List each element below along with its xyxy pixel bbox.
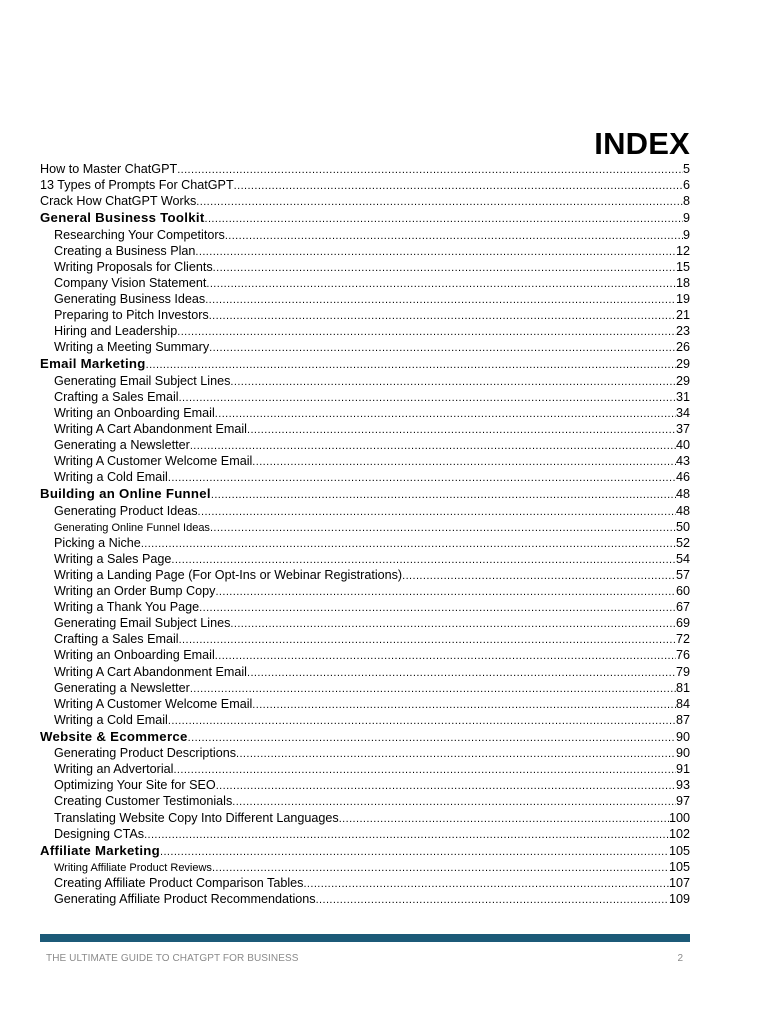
toc-entry[interactable] bbox=[40, 275, 690, 291]
toc-entry-page-number: 90 bbox=[675, 729, 690, 744]
toc-entry-label: Generating Affiliate Product Recommendations bbox=[54, 892, 316, 907]
toc-dot-leader bbox=[216, 778, 676, 794]
toc-dot-leader bbox=[316, 892, 669, 908]
toc-entry[interactable] bbox=[40, 437, 690, 453]
toc-dot-leader bbox=[206, 276, 676, 292]
toc-entry-page-number: 12 bbox=[675, 243, 690, 258]
toc-entry[interactable] bbox=[40, 761, 690, 777]
toc-entry-label: Hiring and Leadership bbox=[54, 324, 178, 339]
toc-entry-label: Generating a Newsletter bbox=[54, 438, 190, 452]
toc-entry-label: Designing CTAs bbox=[54, 826, 145, 841]
toc-entry[interactable] bbox=[40, 810, 690, 826]
toc-dot-leader bbox=[168, 713, 676, 729]
toc-entry-label: Writing A Cart Abandonment Email bbox=[54, 664, 247, 679]
toc-dot-leader bbox=[188, 730, 676, 747]
toc-entry[interactable] bbox=[40, 891, 690, 907]
toc-entry[interactable] bbox=[40, 307, 690, 323]
toc-dot-leader bbox=[225, 228, 683, 244]
footer-book-title: THE ULTIMATE GUIDE TO CHATGPT FOR BUSINESS bbox=[46, 953, 299, 964]
toc-dot-leader bbox=[210, 520, 676, 536]
toc-entry[interactable] bbox=[40, 793, 690, 809]
toc-entry[interactable] bbox=[40, 243, 690, 259]
toc-entry-page-number: 91 bbox=[675, 762, 690, 777]
toc-entry-page-number: 18 bbox=[675, 275, 690, 290]
toc-section-entry[interactable] bbox=[40, 355, 690, 372]
toc-entry-page-number: 9 bbox=[682, 227, 690, 242]
toc-dot-leader bbox=[236, 746, 676, 762]
toc-entry-page-number: 69 bbox=[675, 616, 690, 631]
toc-dot-leader bbox=[177, 162, 683, 178]
toc-entry-label: How to Master ChatGPT bbox=[40, 162, 178, 176]
toc-entry-label: Writing a Sales Page bbox=[54, 551, 172, 566]
toc-entry-page-number: 97 bbox=[675, 794, 690, 809]
toc-entry-page-number: 76 bbox=[675, 648, 690, 663]
toc-dot-leader bbox=[190, 438, 676, 454]
toc-entry-label: Writing A Customer Welcome Email bbox=[54, 696, 253, 711]
toc-entry[interactable] bbox=[40, 421, 690, 437]
toc-dot-leader bbox=[144, 827, 669, 843]
toc-dot-leader bbox=[247, 665, 676, 681]
toc-entry[interactable] bbox=[40, 503, 690, 519]
toc-section-entry[interactable] bbox=[40, 209, 690, 226]
toc-dot-leader bbox=[215, 648, 676, 664]
toc-entry[interactable] bbox=[40, 161, 690, 177]
toc-dot-leader bbox=[339, 811, 669, 827]
toc-entry[interactable] bbox=[40, 859, 690, 875]
toc-entry[interactable] bbox=[40, 647, 690, 663]
toc-entry[interactable] bbox=[40, 777, 690, 793]
toc-entry-page-number: 50 bbox=[675, 519, 690, 534]
toc-entry-page-number: 48 bbox=[675, 503, 690, 518]
toc-entry[interactable] bbox=[40, 339, 690, 355]
toc-entry[interactable] bbox=[40, 519, 690, 535]
toc-dot-leader bbox=[215, 584, 676, 600]
toc-entry-page-number: 109 bbox=[668, 892, 690, 907]
toc-dot-leader bbox=[402, 568, 676, 584]
toc-entry-page-number: 21 bbox=[675, 308, 690, 323]
toc-dot-leader bbox=[199, 600, 676, 616]
toc-entry[interactable] bbox=[40, 599, 690, 615]
toc-entry[interactable] bbox=[40, 696, 690, 712]
toc-entry[interactable] bbox=[40, 389, 690, 405]
toc-entry-page-number: 81 bbox=[675, 680, 690, 695]
toc-entry-label: Writing an Advertorial bbox=[54, 762, 174, 777]
toc-entry[interactable] bbox=[40, 323, 690, 339]
toc-entry-page-number: 9 bbox=[682, 211, 690, 226]
toc-dot-leader bbox=[171, 552, 676, 568]
toc-entry[interactable] bbox=[40, 583, 690, 599]
toc-entry-page-number: 23 bbox=[675, 324, 690, 339]
toc-entry-page-number: 105 bbox=[668, 843, 690, 858]
toc-entry[interactable] bbox=[40, 259, 690, 275]
toc-dot-leader bbox=[230, 374, 676, 390]
toc-dot-leader bbox=[205, 292, 676, 308]
toc-entry-page-number: 102 bbox=[668, 826, 690, 841]
toc-entry[interactable] bbox=[40, 227, 690, 243]
toc-entry-label: Writing a Landing Page (For Opt-Ins or Webinar Registrations) bbox=[54, 567, 403, 582]
toc-entry-page-number: 34 bbox=[675, 405, 690, 420]
toc-entry-label: Writing an Order Bump Copy bbox=[54, 584, 216, 599]
toc-entry-page-number: 93 bbox=[675, 778, 690, 793]
toc-dot-leader bbox=[209, 340, 676, 356]
toc-entry[interactable] bbox=[40, 291, 690, 307]
toc-entry-page-number: 54 bbox=[675, 551, 690, 566]
toc-entry-label: Generating Product Ideas bbox=[54, 503, 198, 518]
toc-entry[interactable] bbox=[40, 177, 690, 193]
toc-entry[interactable] bbox=[40, 826, 690, 842]
toc-entry-label: Website & Ecommerce bbox=[40, 728, 188, 744]
toc-dot-leader bbox=[177, 324, 676, 340]
toc-dot-leader bbox=[190, 681, 676, 697]
toc-entry-page-number: 48 bbox=[675, 487, 690, 502]
toc-entry-label: Generating Product Descriptions bbox=[54, 746, 237, 761]
toc-entry-label: Crafting a Sales Email bbox=[54, 389, 179, 404]
toc-entry-label: Writing Affiliate Product Reviews bbox=[54, 862, 212, 875]
toc-entry-label: Writing an Onboarding Email bbox=[54, 648, 215, 663]
toc-dot-leader bbox=[247, 422, 676, 438]
toc-dot-leader bbox=[173, 762, 676, 778]
toc-entry[interactable] bbox=[40, 615, 690, 631]
toc-entry-page-number: 40 bbox=[675, 438, 690, 452]
toc-dot-leader bbox=[252, 454, 676, 470]
toc-dot-leader bbox=[215, 406, 676, 422]
toc-entry-label: Creating Customer Testimonials bbox=[54, 794, 233, 809]
toc-entry-page-number: 57 bbox=[675, 567, 690, 582]
toc-dot-leader bbox=[211, 487, 676, 504]
toc-dot-leader bbox=[234, 178, 683, 194]
toc-entry-page-number: 26 bbox=[675, 340, 690, 355]
toc-dot-leader bbox=[198, 504, 676, 520]
toc-entry[interactable] bbox=[40, 664, 690, 680]
toc-dot-leader bbox=[179, 390, 676, 406]
toc-entry-label: Writing Proposals for Clients bbox=[54, 259, 213, 274]
toc-entry[interactable] bbox=[40, 469, 690, 485]
toc-entry-page-number: 52 bbox=[675, 535, 690, 550]
toc-entry-label: Affiliate Marketing bbox=[40, 842, 161, 858]
toc-dot-leader bbox=[179, 632, 676, 648]
footer-page-number: 2 bbox=[677, 953, 683, 964]
toc-entry-page-number: 90 bbox=[675, 746, 690, 761]
toc-entry-label: Building an Online Funnel bbox=[40, 486, 211, 502]
toc-entry-page-number: 15 bbox=[675, 259, 690, 274]
toc-entry[interactable] bbox=[40, 631, 690, 647]
toc-entry[interactable] bbox=[40, 745, 690, 761]
toc-entry-label: Picking a Niche bbox=[54, 535, 141, 550]
toc-entry-label: Researching Your Competitors bbox=[54, 227, 225, 242]
toc-entry[interactable] bbox=[40, 567, 690, 583]
toc-entry-label: Writing a Cold Email bbox=[54, 712, 168, 727]
toc-entry-label: Optimizing Your Site for SEO bbox=[54, 778, 216, 793]
toc-entry-page-number: 67 bbox=[675, 600, 690, 615]
toc-entry-label: Writing A Cart Abandonment Email bbox=[54, 421, 247, 436]
toc-entry-label: Email Marketing bbox=[40, 356, 146, 372]
toc-dot-leader bbox=[160, 844, 669, 861]
page-title: INDEX bbox=[594, 126, 690, 161]
toc-entry-label: Writing a Thank You Page bbox=[54, 600, 200, 615]
toc-entry-page-number: 8 bbox=[682, 194, 690, 209]
toc-dot-leader bbox=[141, 536, 676, 552]
toc-entry-label: Creating Affiliate Product Comparison Tables bbox=[54, 876, 304, 891]
toc-entry-label: Writing a Cold Email bbox=[54, 470, 168, 485]
toc-entry-page-number: 31 bbox=[675, 389, 690, 404]
toc-entry[interactable] bbox=[40, 712, 690, 728]
toc-entry-label: Company Vision Statement bbox=[54, 275, 207, 290]
toc-dot-leader bbox=[303, 876, 669, 892]
toc-entry-page-number: 105 bbox=[668, 860, 690, 875]
toc-entry-page-number: 5 bbox=[682, 162, 690, 176]
toc-entry-label: Translating Website Copy Into Different Languages bbox=[54, 810, 339, 825]
toc-entry-page-number: 100 bbox=[668, 810, 690, 825]
footer-rule bbox=[40, 934, 690, 942]
toc-section-entry[interactable] bbox=[40, 485, 690, 502]
toc-dot-leader bbox=[212, 860, 669, 876]
toc-entry[interactable] bbox=[40, 535, 690, 551]
toc-entry[interactable] bbox=[40, 551, 690, 567]
toc-entry-label: Generating Email Subject Lines bbox=[54, 616, 231, 631]
toc-section-entry[interactable] bbox=[40, 728, 690, 745]
toc-entry-label: Creating a Business Plan bbox=[54, 243, 196, 258]
toc-entry-label: Generating Business Ideas bbox=[54, 291, 206, 306]
toc-entry[interactable] bbox=[40, 405, 690, 421]
toc-dot-leader bbox=[195, 244, 676, 260]
toc-entry-page-number: 60 bbox=[675, 584, 690, 599]
toc-entry-label: Generating Email Subject Lines bbox=[54, 373, 231, 388]
toc-entry-label: Crafting a Sales Email bbox=[54, 632, 179, 647]
toc-entry-page-number: 29 bbox=[675, 373, 690, 388]
toc-entry-label: Generating Online Funnel Ideas bbox=[54, 521, 210, 534]
toc-section-entry[interactable] bbox=[40, 842, 690, 859]
toc-entry-page-number: 87 bbox=[675, 712, 690, 727]
toc-entry-page-number: 19 bbox=[675, 291, 690, 306]
toc-entry-label: General Business Toolkit bbox=[40, 210, 205, 226]
toc-entry-page-number: 84 bbox=[675, 696, 690, 711]
toc-dot-leader bbox=[252, 697, 676, 713]
toc-entry-page-number: 37 bbox=[675, 421, 690, 436]
toc-dot-leader bbox=[230, 616, 676, 632]
toc-entry-label: Writing a Meeting Summary bbox=[54, 340, 210, 355]
toc-entry-label: Writing A Customer Welcome Email bbox=[54, 454, 253, 469]
toc-entry[interactable] bbox=[40, 373, 690, 389]
toc-entry-label: Writing an Onboarding Email bbox=[54, 405, 215, 420]
toc-dot-leader bbox=[196, 194, 683, 210]
toc-dot-leader bbox=[168, 470, 676, 486]
toc-entry[interactable] bbox=[40, 193, 690, 209]
toc-dot-leader bbox=[232, 794, 676, 810]
toc-entry-page-number: 6 bbox=[682, 178, 690, 193]
toc-entry-page-number: 79 bbox=[675, 664, 690, 679]
toc-entry-label: Crack How ChatGPT Works bbox=[40, 194, 197, 209]
toc-entry[interactable] bbox=[40, 453, 690, 469]
toc-entry[interactable] bbox=[40, 680, 690, 696]
toc-entry-page-number: 72 bbox=[675, 632, 690, 647]
toc-dot-leader bbox=[213, 260, 676, 276]
toc-entry-page-number: 107 bbox=[668, 876, 690, 891]
toc-entry-label: Generating a Newsletter bbox=[54, 680, 190, 695]
toc-dot-leader bbox=[205, 211, 683, 228]
toc-entry-page-number: 29 bbox=[675, 357, 690, 372]
table-of-contents bbox=[40, 161, 690, 907]
toc-dot-leader bbox=[209, 308, 676, 324]
toc-entry[interactable] bbox=[40, 875, 690, 891]
toc-entry-page-number: 43 bbox=[675, 454, 690, 469]
toc-entry-page-number: 46 bbox=[675, 470, 690, 485]
toc-entry-label: 13 Types of Prompts For ChatGPT bbox=[40, 178, 234, 193]
toc-entry-label: Preparing to Pitch Investors bbox=[54, 308, 209, 323]
